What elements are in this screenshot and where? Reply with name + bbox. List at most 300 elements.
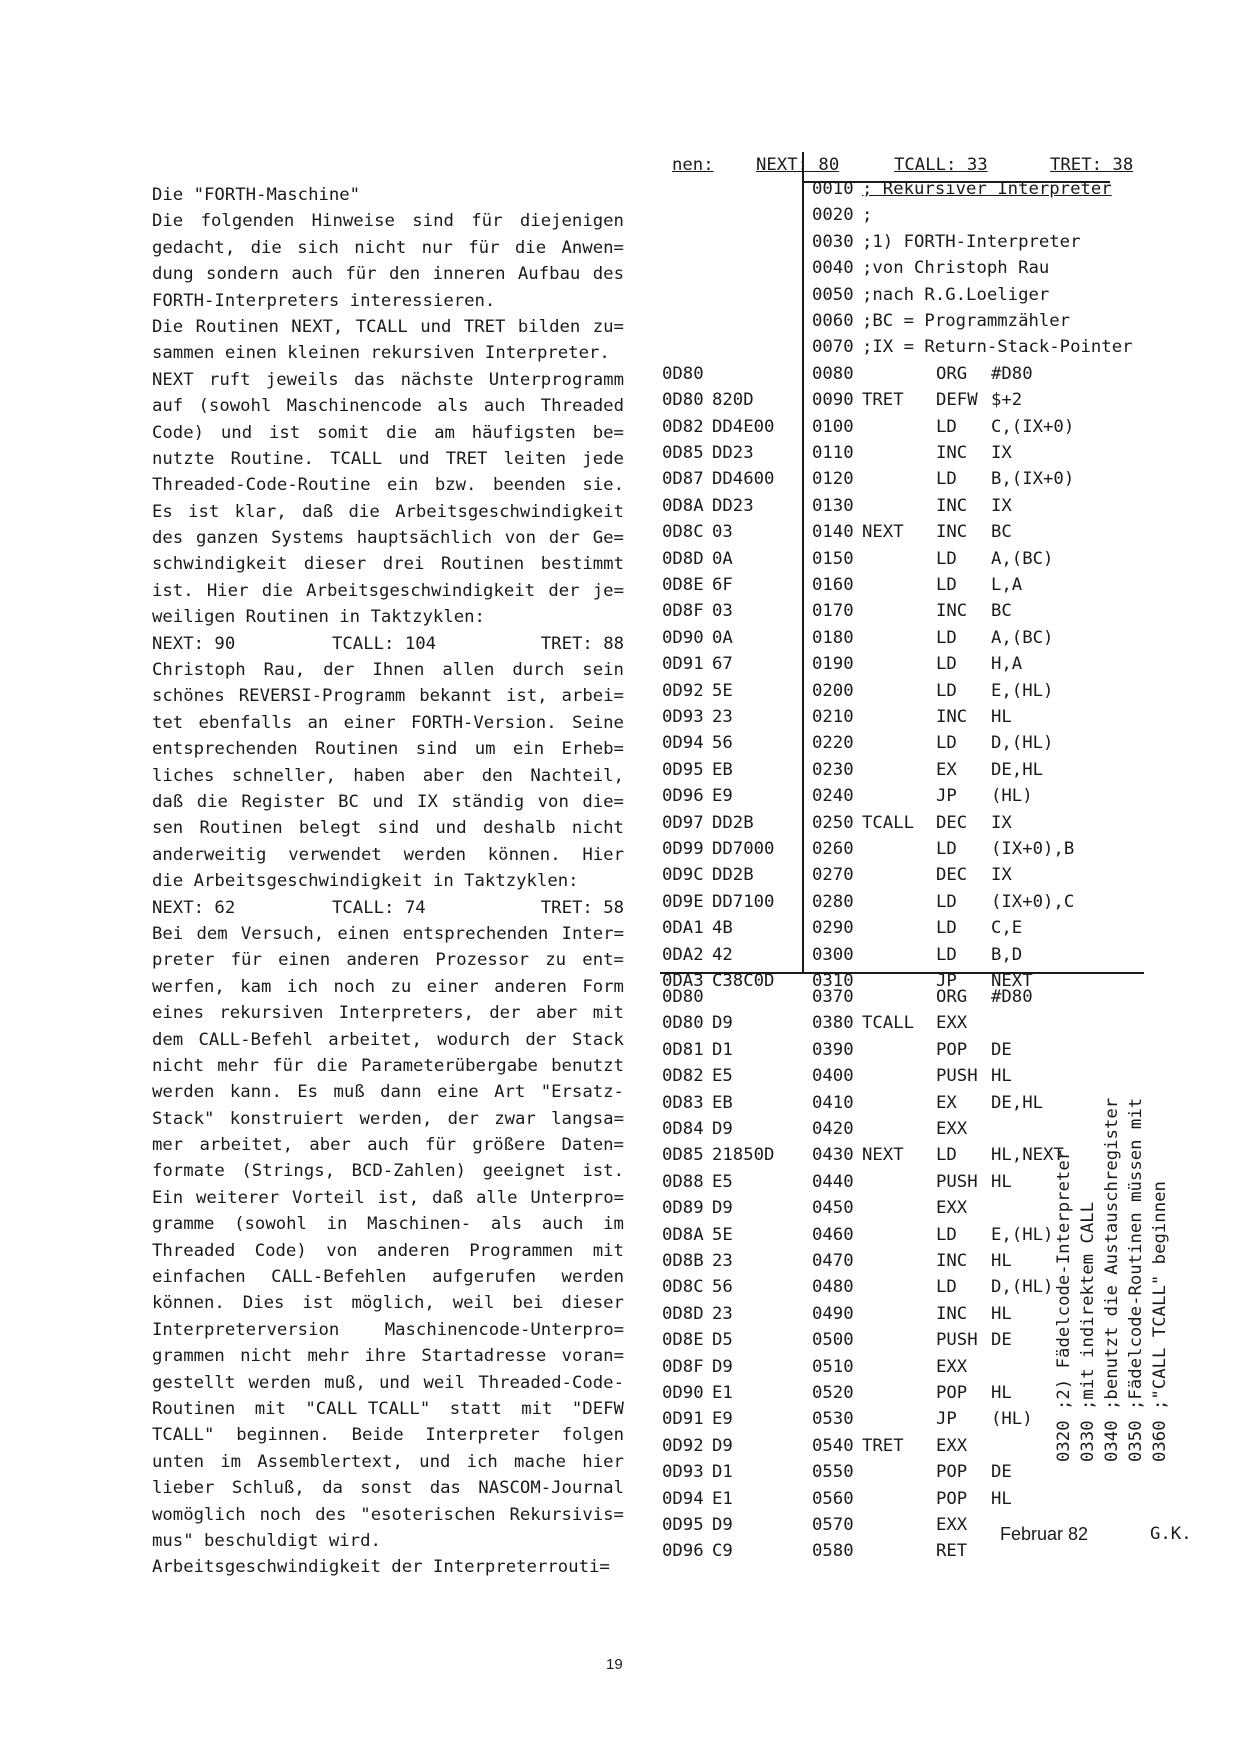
mnemonic: INC (936, 495, 968, 516)
word: für (424, 1135, 457, 1156)
listing-row (0, 361, 1240, 387)
word: dung (152, 264, 194, 285)
word: werden (561, 1267, 624, 1288)
word: CALL-Befehl (198, 1029, 313, 1050)
operand: D,(HL) (991, 1277, 1054, 1298)
word: TCALL" (152, 1425, 215, 1446)
operand: L,A (991, 575, 1023, 595)
comment: ;1) FORTH-Interpreter (862, 231, 1081, 252)
label: TCALL (862, 812, 915, 833)
line-number: 0070 (812, 337, 854, 358)
word: kann. (229, 1082, 282, 1103)
word: alle (475, 1187, 518, 1208)
word: Christoph (152, 660, 246, 681)
opcode-bytes: DD23 (712, 443, 754, 463)
address: 0D92 (662, 680, 704, 701)
word: sen (152, 818, 184, 839)
opcode-bytes: 5E (712, 680, 733, 701)
word: Hier (206, 580, 249, 601)
listing-box-separator (660, 972, 1144, 974)
address: 0D89 (662, 1198, 704, 1219)
word: diejenigen (519, 211, 624, 232)
mnemonic: LD (936, 1277, 957, 1298)
word: zu= (592, 316, 624, 337)
listing-row (0, 1010, 1240, 1036)
word: Seine (571, 712, 624, 733)
mnemonic: INC (936, 1303, 968, 1324)
operand: HL (991, 707, 1012, 727)
word: nutzte (152, 448, 215, 469)
address: 0D82 (662, 1066, 704, 1087)
operand: DE,HL (991, 759, 1044, 780)
line-number: 0380 (812, 1013, 854, 1034)
operand: HL (991, 1303, 1012, 1324)
operand: E,(HL) (991, 1224, 1054, 1245)
word: um (474, 739, 496, 760)
listing-row (0, 202, 1240, 228)
listing-row (0, 942, 1240, 968)
word: Dies (242, 1293, 285, 1314)
line-number: 0050 (812, 284, 854, 305)
address: 0D8E (662, 1330, 704, 1351)
word: mehr (217, 1055, 259, 1076)
mnemonic: JP (936, 971, 957, 991)
word: bei (512, 1293, 544, 1314)
address: 0D85 (662, 443, 704, 463)
operand: (IX+0),C (991, 891, 1075, 912)
word: einfachen (152, 1267, 246, 1288)
line-number: 0200 (812, 680, 854, 701)
listing-row (0, 493, 1240, 519)
mnemonic: INC (936, 443, 968, 463)
address: 0D94 (662, 1488, 704, 1509)
mnemonic: LD (936, 733, 957, 754)
opcode-bytes: D9 (712, 1435, 733, 1456)
address: 0D80 (662, 987, 704, 1007)
mnemonic: EXX (936, 1435, 968, 1456)
listing-row (0, 519, 1240, 545)
operand: IX (991, 812, 1012, 833)
mnemonic: LD (936, 1224, 957, 1245)
line-number: 0300 (812, 944, 854, 965)
word: Aufbau (517, 264, 581, 285)
header-next: NEXT: 80 (756, 155, 840, 175)
word: des (592, 264, 624, 285)
word: bzw. (434, 475, 477, 496)
word: Form (582, 976, 624, 997)
operand: HL (991, 1251, 1012, 1271)
comment: ;IX = Return-Stack-Pointer (862, 337, 1133, 358)
opcode-bytes: EB (712, 1092, 733, 1113)
word: NEXT (152, 369, 194, 390)
word: daß (302, 501, 334, 522)
word: mache (514, 1451, 567, 1472)
listing-row (0, 1116, 1240, 1142)
word: sondern (206, 264, 279, 285)
label: TRET (862, 1435, 904, 1456)
word: da (322, 1478, 343, 1499)
word: Unterprogramm (488, 369, 624, 390)
word: und (419, 1451, 451, 1472)
line-number: 0180 (812, 627, 854, 648)
mnemonic: INC (936, 522, 968, 543)
word: und (220, 422, 253, 443)
opcode-bytes: 42 (712, 944, 733, 965)
line-number: 0230 (812, 759, 854, 780)
operand: IX (991, 865, 1012, 886)
word: die (348, 501, 380, 522)
listing-row (0, 889, 1240, 915)
word: mit (592, 1003, 624, 1024)
listing-row (0, 1090, 1240, 1116)
word: einer (426, 976, 479, 997)
word: Die (152, 316, 184, 337)
operand: BC (991, 601, 1012, 622)
vertical-comment: 0330 ;mit indirektem CALL (1078, 1201, 1098, 1462)
mnemonic: EXX (936, 1119, 968, 1139)
line-number: 0490 (812, 1303, 854, 1324)
word: als (490, 1214, 523, 1235)
word: die (250, 237, 282, 258)
word: Threaded-Code- (478, 1372, 624, 1393)
word: den (481, 765, 513, 786)
word: folgenden (200, 211, 295, 232)
mnemonic: LD (936, 627, 957, 648)
line-number: 0280 (812, 891, 854, 912)
word: CALL-Befehlen (271, 1267, 407, 1288)
line-number: 0010 (812, 179, 854, 199)
word: Versuch, (240, 923, 325, 944)
operand: B,(IX+0) (991, 469, 1075, 490)
mnemonic: EXX (936, 1013, 968, 1034)
line-number: 0260 (812, 839, 854, 859)
opcode-bytes: 03 (712, 601, 733, 622)
address: 0D82 (662, 416, 704, 437)
word: belegt (298, 818, 362, 839)
word: schwindigkeit (152, 554, 288, 575)
address: 0D90 (662, 627, 704, 648)
word: Beide (351, 1425, 404, 1446)
word: FORTH-Version. (410, 712, 557, 733)
word: am (434, 422, 455, 443)
line-number: 0240 (812, 786, 854, 807)
word: Threaded (152, 1240, 236, 1261)
mnemonic: EX (936, 1092, 957, 1113)
word: weiterer (195, 1187, 280, 1208)
word: der (548, 528, 580, 549)
word: werfen, (152, 976, 225, 997)
word: mit (592, 1240, 624, 1261)
word: "CALL TCALL" (305, 1398, 431, 1419)
mnemonic: LD (936, 548, 957, 569)
line-number: 0560 (812, 1488, 854, 1509)
word: Erheb= (561, 739, 624, 760)
word: "Ersatz- (540, 1082, 624, 1103)
opcode-bytes: DD4E00 (712, 416, 775, 437)
address: 0D8C (662, 1277, 704, 1298)
word: beginnen. (236, 1425, 330, 1446)
word: auch (541, 1214, 584, 1235)
word: dieser (303, 554, 367, 575)
line-number: 0450 (812, 1198, 854, 1219)
text-line: Die "FORTH-Maschine" (152, 185, 361, 205)
listing-row (0, 255, 1240, 281)
word: verwendet (288, 844, 382, 865)
listing-row (0, 704, 1240, 730)
word: Assemblertext, (257, 1451, 403, 1472)
line-number: 0090 (812, 390, 854, 411)
listing-row (0, 1037, 1240, 1063)
word: ist, (377, 1187, 420, 1208)
word: TCALL (330, 448, 383, 469)
word: Daten= (561, 1135, 624, 1156)
word: ihre (364, 1346, 407, 1367)
word: auch (367, 1135, 409, 1156)
word: Rau, (263, 660, 306, 681)
word: Routinen (195, 316, 279, 337)
text-line: sammen einen kleinen rekursiven Interpreter. (152, 343, 610, 364)
word: be= (592, 422, 624, 443)
address: 0D80 (662, 390, 704, 411)
word: "esoterischen (360, 1504, 496, 1525)
word: Threaded-Code-Routine (152, 475, 371, 496)
word: und (379, 1372, 411, 1393)
mnemonic: DEC (936, 865, 968, 886)
word: häufigsten (471, 422, 576, 443)
mnemonic: EXX (936, 1515, 968, 1535)
word: die (386, 422, 418, 443)
word: NASCOM-Journal (478, 1478, 624, 1499)
word: dann (380, 1082, 422, 1103)
operand: #D80 (991, 987, 1033, 1007)
listing-row (0, 546, 1240, 572)
word: der (548, 580, 580, 601)
word: Es (152, 501, 173, 522)
opcode-bytes: 4B (712, 918, 733, 939)
operand: A,(BC) (991, 548, 1054, 569)
word: Unterpro= (530, 1187, 624, 1208)
opcode-bytes: 56 (712, 1277, 733, 1298)
address: 0D91 (662, 1409, 704, 1430)
mnemonic: INC (936, 1251, 968, 1271)
word: sind (377, 818, 420, 839)
mnemonic: ORG (936, 363, 968, 384)
line-number: 0550 (812, 1462, 854, 1483)
word: sein (582, 660, 624, 681)
opcode-bytes: 5E (712, 1224, 733, 1245)
word: gestellt (152, 1372, 236, 1393)
word: Prozessor (435, 950, 530, 971)
operand: HL,NEXT (991, 1145, 1064, 1166)
address: 0D93 (662, 1462, 704, 1483)
mnemonic: EXX (936, 1198, 968, 1219)
listing-row (0, 308, 1240, 334)
word: folgen (561, 1425, 624, 1446)
word: gramme (152, 1214, 215, 1235)
mnemonic: DEC (936, 812, 968, 833)
line-number: 0130 (812, 495, 854, 516)
word: Die (152, 211, 184, 232)
word: statt (449, 1398, 502, 1419)
vertical-comment: 0360 ;"CALL TCALL" beginnen (1150, 1181, 1170, 1462)
address: 0D90 (662, 1383, 704, 1403)
listing-row (0, 783, 1240, 809)
comment: ; (862, 205, 873, 226)
word: auch (483, 396, 526, 417)
word: ständig (451, 791, 525, 812)
word: arbeitet, (328, 1029, 422, 1050)
operand: DE (991, 1462, 1012, 1483)
mnemonic: POP (936, 1039, 968, 1060)
line-number: 0510 (812, 1356, 854, 1377)
word: von (537, 791, 569, 812)
word: einer (343, 712, 396, 733)
address: 0DA3 (662, 971, 704, 991)
listing-row (0, 334, 1240, 360)
word: Anwen= (561, 237, 624, 258)
word: unten (152, 1451, 205, 1472)
word: können. (152, 1293, 225, 1314)
opcode-bytes: 56 (712, 733, 733, 754)
word: die (316, 1055, 348, 1076)
word: die= (582, 791, 624, 812)
word: Nachteil, (530, 765, 624, 786)
operand: HL (991, 1383, 1012, 1403)
word: gedacht, (152, 237, 236, 258)
word: konstruiert (229, 1108, 345, 1129)
line-number: 0530 (812, 1409, 854, 1430)
word: ist. (152, 580, 194, 601)
word: für (345, 264, 377, 285)
word: sich (297, 237, 339, 258)
line-number: 0420 (812, 1119, 854, 1139)
operand: C,(IX+0) (991, 416, 1075, 437)
word: ist. (582, 1161, 624, 1182)
listing-row (0, 651, 1240, 677)
word: Stack (571, 1029, 624, 1050)
word: ein (387, 475, 419, 496)
speed-value: NEXT: 62 (152, 897, 236, 918)
speed-value: TRET: 88 (540, 633, 624, 654)
header-tcall: TCALL: 33 (894, 155, 988, 175)
word: die (196, 791, 228, 812)
word: TRET (445, 448, 488, 469)
word: Art (494, 1082, 526, 1103)
opcode-bytes: 820D (712, 390, 754, 411)
label: TRET (862, 390, 904, 411)
text-line: weiligen Routinen in Taktzyklen: (152, 607, 485, 628)
word: ist (302, 1293, 334, 1314)
word: auf (152, 396, 184, 417)
address: 0D8B (662, 1251, 704, 1271)
word: im (220, 1451, 242, 1472)
operand: HL (991, 1171, 1012, 1192)
mnemonic: LD (936, 1145, 957, 1166)
word: in (326, 1214, 348, 1235)
word: geeignet (482, 1161, 566, 1182)
opcode-bytes: D9 (712, 1356, 733, 1377)
word: das (354, 369, 386, 390)
word: Interpreterversion (152, 1319, 340, 1340)
operand: HL (991, 1066, 1012, 1087)
address: 0DA2 (662, 944, 704, 965)
word: zu (390, 976, 412, 997)
word: sind (412, 211, 454, 232)
line-number: 0580 (812, 1541, 854, 1562)
address: 0D80 (662, 1013, 704, 1034)
opcode-bytes: DD7000 (712, 839, 775, 859)
word: und (398, 448, 430, 469)
word: die (514, 237, 547, 258)
listing-row (0, 466, 1240, 492)
vertical-comment: 0320 ;2) Fädelcode-Interpreter (1054, 1149, 1074, 1462)
word: nicht (354, 237, 407, 258)
opcode-bytes: E5 (712, 1066, 733, 1087)
operand: #D80 (991, 363, 1033, 384)
operand: (IX+0),B (991, 839, 1075, 859)
word: klar, (234, 501, 287, 522)
opcode-bytes: 0A (712, 548, 733, 569)
word: dem (152, 1029, 184, 1050)
label: TCALL (862, 1013, 915, 1034)
word: und (372, 791, 404, 812)
word: ganzen (195, 528, 259, 549)
opcode-bytes: D9 (712, 1119, 733, 1139)
word: Code) (152, 422, 205, 443)
line-number: 0370 (812, 987, 854, 1007)
listing-row (0, 440, 1240, 466)
line-number: 0220 (812, 733, 854, 754)
word: REVERSI-Programm (238, 686, 406, 707)
operand: A,(BC) (991, 627, 1054, 648)
address: 0D8F (662, 601, 704, 622)
word: Parameterübergabe (361, 1055, 538, 1076)
opcode-bytes: DD7100 (712, 891, 775, 912)
line-number: 0470 (812, 1251, 854, 1271)
word: hier (582, 1451, 624, 1472)
signature-initials: G.K. (1150, 1524, 1192, 1544)
line-number: 0390 (812, 1039, 854, 1060)
word: TCALL (355, 316, 408, 337)
word: Es (297, 1082, 319, 1103)
word: langsa= (551, 1108, 624, 1129)
mnemonic: LD (936, 680, 957, 701)
word: eines (152, 1003, 205, 1024)
word: leiten (503, 448, 567, 469)
word: (Strings, (241, 1161, 336, 1182)
opcode-bytes: E5 (712, 1171, 733, 1192)
word: aber (309, 1135, 351, 1156)
word: werden, (359, 1108, 433, 1129)
word: Ihnen (372, 660, 425, 681)
word: mit (254, 1398, 286, 1419)
word: nicht (152, 1055, 205, 1076)
word: eine (437, 1082, 479, 1103)
word: Vorteil (291, 1187, 365, 1208)
mnemonic: RET (936, 1541, 968, 1562)
word: Arbeitsgeschwindigkeit (395, 501, 624, 522)
word: Inter= (561, 923, 624, 944)
speed-value: TCALL: 74 (332, 897, 426, 918)
word: sind (415, 739, 458, 760)
word: für (468, 237, 500, 258)
listing-row (0, 757, 1240, 783)
opcode-bytes: E9 (712, 786, 733, 807)
word: Maschinencode-Unterpro= (384, 1319, 624, 1340)
operand: IX (991, 495, 1012, 516)
word: und (420, 316, 452, 337)
word: werden (248, 1372, 311, 1393)
